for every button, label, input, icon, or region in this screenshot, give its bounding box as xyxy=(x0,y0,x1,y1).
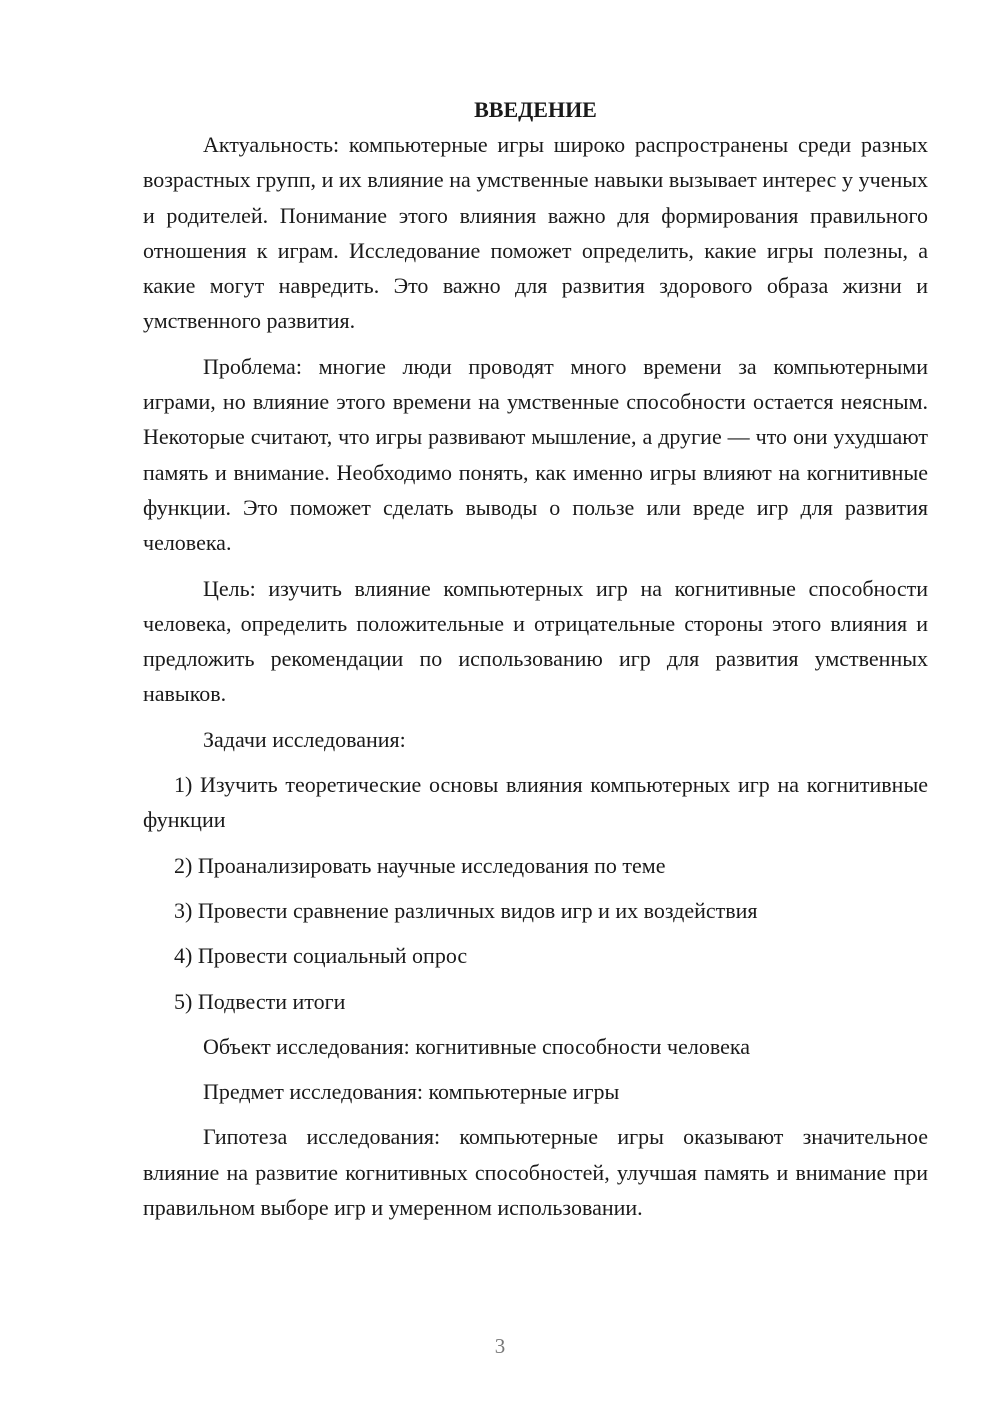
task-item: 1) Изучить теоретические основы влияния компьютерных игр на когнитивные функции xyxy=(143,772,928,833)
task-item: 3) Провести сравнение различных видов игр и их воздействия xyxy=(174,897,758,923)
task-item: 2) Проанализировать научные исследования по теме xyxy=(174,852,666,878)
page-number: 3 xyxy=(494,1334,506,1358)
tasks-heading: Задачи исследования: xyxy=(203,726,406,752)
hypothesis-paragraph: Гипотеза исследования: компьютерные игры оказывают значительное влияние на развитие когнитивных способностей, улучшая память и внимание при правильном выборе игр и умеренном использовании. xyxy=(143,1124,928,1221)
page-title: ВВЕДЕНИЕ xyxy=(474,97,597,122)
task-item: 4) Провести социальный опрос xyxy=(174,943,468,969)
object-paragraph: Объект исследования: когнитивные способности человека xyxy=(203,1033,750,1059)
relevance-paragraph: Актуальность: компьютерные игры широко распространены среди разных возрастных групп, и их влияние на умственные навыки вызывает интерес у ученых и родителей. Понимание этого влияния важно для формирования правильного отношения к играм. Исследование поможет определить, какие игры полезны, а какие могут навредить. Это важно для развития здорового образа жизни и умственного развития. xyxy=(143,132,928,334)
task-item: 5) Подвести итоги xyxy=(174,988,346,1014)
problem-paragraph: Проблема: многие люди проводят много времени за компьютерными играми, но влияние этого времени на умственные способности остается неясным. Некоторые считают, что игры развивают мышление, а другие — что они ухудшают память и внимание. Необходимо понять, как именно игры влияют на когнитивные функции. Это поможет сделать выводы о пользе или вреде игр для развития человека. xyxy=(143,353,928,556)
subject-paragraph: Предмет исследования: компьютерные игры xyxy=(203,1079,620,1105)
document-page xyxy=(143,94,928,1235)
goal-paragraph: Цель: изучить влияние компьютерных игр на когнитивные способности человека, определить положительные и отрицательные стороны этого влияния и предложить рекомендации по использованию игр для развития умственных навыков. xyxy=(143,575,928,707)
